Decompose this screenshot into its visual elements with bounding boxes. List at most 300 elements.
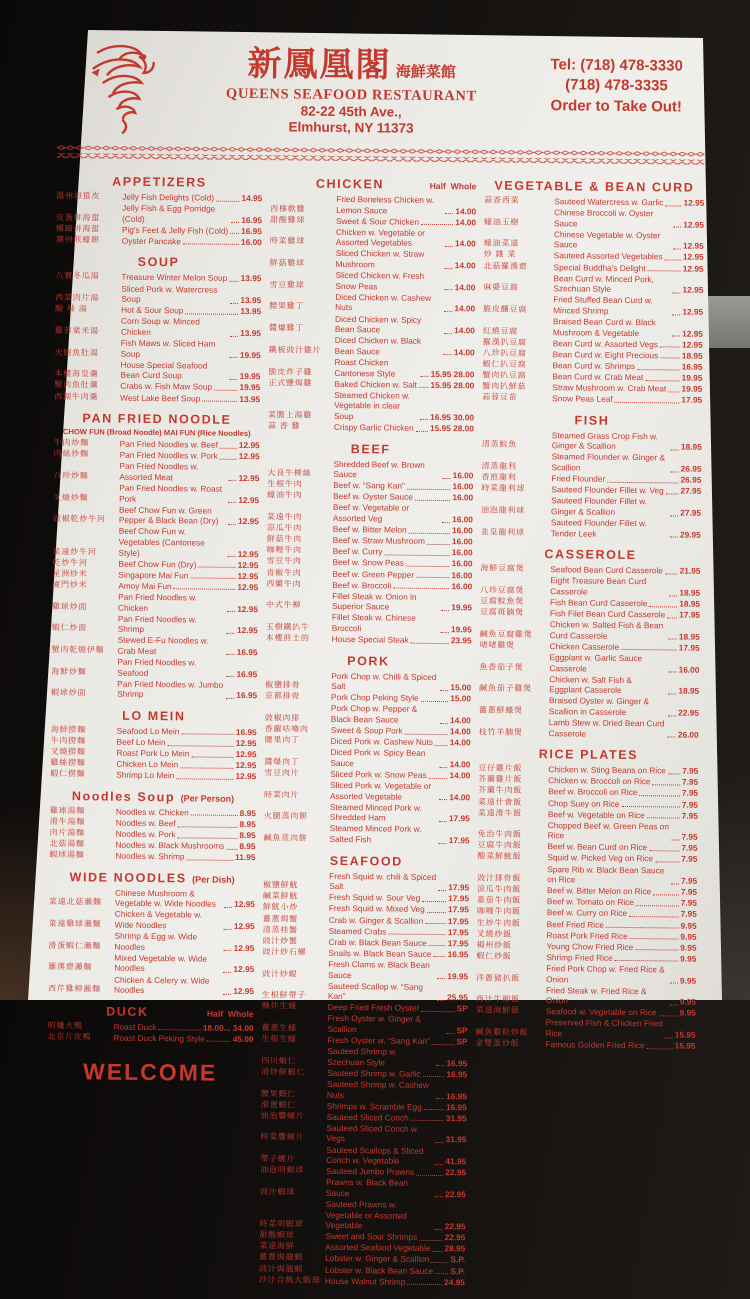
item-price: 13.95: [239, 393, 261, 404]
dotted-leader: [393, 588, 449, 590]
item-name-chinese: 青椒牛肉: [266, 567, 302, 578]
item-name-chinese: 清炒鮮蝦仁: [261, 1067, 306, 1077]
item-name-english: Chicken & Celery w. Wide Noodles: [113, 974, 210, 996]
item-name-english: Deep Fried Fresh Oyster: [327, 1002, 420, 1014]
menu-section: [475, 747, 698, 1052]
item-price: 15.95 28.00: [430, 368, 475, 379]
menu-item: [264, 768, 470, 781]
section-title-row: [49, 870, 255, 886]
item-name-english: Sauteed Scallops & Sliced Conch w. Vegetable: [326, 1144, 424, 1166]
dotted-leader: [424, 1109, 444, 1110]
item-name-chinese: 雞球炒面: [51, 601, 88, 611]
section-subtitle: CHOW FUN (Broad Noodle) MAI FUN (Rice Noodles): [62, 427, 251, 439]
dotted-leader: [437, 978, 445, 979]
item-name-english: Prawns w. Black Bean Sauce: [325, 1177, 409, 1198]
item-name-chinese: 廈門炒米: [52, 579, 88, 590]
dotted-leader: [435, 745, 448, 746]
dotted-leader: [665, 1037, 673, 1038]
item-name-english: Chinese Mushroom & Vegetable w. Wide Noodles: [114, 887, 216, 910]
item-name-english: Pan Fried Noodles w. Roast Pork: [119, 482, 223, 504]
item-name-english: Fresh Squid w. Mixed Veg: [328, 903, 425, 915]
item-name-english: Steamed Chicken w. Vegetable in clear Soup: [333, 389, 410, 421]
item-name-chinese: 牛肉撈麵: [50, 735, 86, 746]
menu-item: [53, 482, 259, 505]
item-name-chinese: 蝦仁炒飯: [476, 951, 512, 961]
section-title: PORK: [347, 653, 390, 669]
item-name-chinese: 蟹肉魚肚羹: [54, 380, 99, 390]
item-name-chinese: 中式牛柳: [265, 600, 302, 610]
item-price: 16.95: [446, 1090, 467, 1101]
dotted-leader: [423, 1076, 445, 1077]
item-name-chinese: 涼瓜牛肉飯: [477, 884, 522, 895]
item-name-english: Chicken w. Salt Fish & Eggplant Casserole: [549, 673, 632, 696]
dotted-leader: [220, 458, 237, 459]
item-name-chinese: 豉椒肉排: [264, 713, 301, 723]
item-name-english: Fresh Squid w. Sour Veg: [328, 892, 421, 904]
item-name-english: Fresh Clams w. Black Bean Sauce: [328, 958, 430, 980]
menu-item: [483, 315, 703, 338]
dotted-leader: [427, 912, 446, 913]
item-name-english: Preserved Fish & Chicken Fried Rice: [545, 1017, 663, 1039]
restaurant-subtitle-chinese: 海鮮菜館: [395, 64, 456, 82]
dotted-leader: [230, 233, 239, 234]
dotted-leader: [435, 1229, 443, 1230]
section-title-row: [270, 176, 476, 192]
menu-item: [260, 1176, 466, 1199]
item-name-chinese: 芥蘭牛肉飯: [478, 785, 523, 796]
dotted-leader: [216, 200, 239, 201]
item-name-english: Seafood w. Vegetable on Rice: [545, 1006, 657, 1018]
menu-item: [259, 1275, 465, 1288]
item-price: 26.95: [680, 463, 702, 474]
item-price: 12.95: [235, 760, 257, 771]
dotted-leader: [439, 799, 447, 800]
item-name-english: House Walnut Shrimp: [324, 1275, 406, 1287]
section-title: CASSEROLE: [544, 547, 637, 563]
menu-section: [50, 708, 257, 782]
item-name-english: Sauteed Scallop w. “Sang Kan”: [327, 980, 424, 1002]
dotted-leader: [649, 850, 679, 851]
dotted-leader: [409, 532, 450, 533]
item-name-chinese: 蠔油玉樹: [484, 217, 520, 227]
item-name-english: Beef w. Straw Mushroom: [332, 535, 425, 547]
item-price: 14.00: [449, 726, 471, 737]
item-name-chinese: 滑蛋蝦仁瀨麵: [48, 940, 102, 951]
dotted-leader: [669, 595, 677, 596]
section-title-row: [481, 547, 701, 563]
menu-item: [265, 735, 471, 748]
item-name-english: Straw Mushroom w. Crab Meat: [552, 382, 667, 394]
menu-item: [49, 908, 255, 931]
dotted-leader: [441, 610, 449, 611]
menu-item: [479, 651, 699, 674]
dotted-leader: [647, 817, 680, 818]
item-price: 16.00: [452, 470, 474, 481]
item-price: 19.95: [239, 349, 261, 360]
item-price: 12.95: [235, 737, 257, 749]
section-title: Noodles Soup (Per Person): [71, 789, 235, 805]
item-name-english: Steamed Grass Crop Fish w. Ginger & Scallion: [551, 429, 658, 452]
item-name-english: Chop Suey on Rice: [547, 797, 620, 809]
item-name-chinese: 鮮魷小炒: [262, 902, 299, 912]
dotted-leader: [416, 577, 450, 578]
item-name-english: Corn Soup w. Minced Chicken: [120, 316, 200, 337]
menu-item: [484, 228, 704, 251]
menu-item: [270, 215, 476, 228]
item-price: 15.95 28.00: [429, 422, 474, 434]
item-price: S.P.: [450, 1265, 466, 1276]
item-name-chinese: 鹹魚豆腐雞煲: [479, 629, 533, 639]
dotted-leader: [673, 292, 681, 293]
item-name-english: Sweet and Sour Shrimps: [325, 1231, 418, 1243]
dotted-leader: [431, 1262, 448, 1263]
menu-item: [265, 670, 471, 693]
item-name-english: House Special Seafood Bean Curd Soup: [120, 359, 208, 381]
item-name-english: Roast Pork Fried Rice: [546, 929, 628, 941]
menu-item: [478, 819, 698, 842]
item-name-english: Diced Chicken w. Spicy Bean Sauce: [334, 313, 422, 335]
dotted-leader: [668, 715, 676, 716]
item-name-english: Sauteed Jumbo Prawns: [326, 1166, 415, 1177]
dotted-leader: [647, 1048, 673, 1049]
item-name-english: Jelly Fish Delights (Cold): [122, 191, 215, 203]
item-name-english: Shrimp Fried Rice: [546, 951, 613, 963]
item-name-english: Beef w. Curry on Rice: [546, 907, 628, 919]
dotted-leader: [230, 335, 238, 336]
menu-section: [51, 411, 260, 701]
item-name-chinese: 酸菜鮮魷飯: [477, 851, 522, 862]
item-price: 22.95: [444, 1221, 466, 1232]
item-price: 16.95: [445, 1101, 467, 1112]
item-name-chinese: 油泡明蝦球: [260, 1165, 305, 1175]
menu-item: [269, 269, 475, 292]
item-name-chinese: 叉燒炒飯: [476, 929, 512, 939]
menu-item: [481, 451, 701, 474]
dotted-leader: [665, 573, 678, 574]
item-name-chinese: 北菇湯麵: [49, 839, 85, 849]
item-name-english: Sauteed Flounder Fillet w. Tender Leek: [550, 517, 647, 539]
item-name-chinese: 鮮菇雞球: [269, 258, 305, 268]
menu-item: [47, 1032, 253, 1045]
item-name-english: Braised Oyster w. Ginger & Scallion in Casserole: [548, 695, 650, 717]
menu-item: [259, 1198, 465, 1232]
item-name-chinese: 海鮮撈麵: [50, 724, 86, 735]
item-name-chinese: 西蘭牛肉: [266, 578, 302, 589]
section-title-row: [54, 411, 260, 427]
item-name-chinese: 菜遠牛肉: [266, 512, 303, 522]
item-name-chinese: 菜遠炒牛河: [52, 546, 97, 556]
item-name-chinese: 甜酸蝦球: [259, 1230, 295, 1240]
item-price: 16.00: [452, 481, 474, 492]
phone-number-1: Tel: (718) 478-3330: [550, 56, 683, 75]
item-name-chinese: 菜膽上湯雞: [267, 410, 313, 420]
item-price: 12.95: [682, 252, 704, 263]
item-name-english: Fish Filet Bean Curd Casserole: [549, 608, 666, 620]
item-name-english: Singapore Mai Fun: [118, 569, 189, 581]
item-name-english: Beef w. Green Pepper: [332, 568, 415, 580]
item-price: 16.95: [446, 1068, 468, 1080]
dotted-leader: [640, 795, 680, 796]
item-name-chinese: 滑蛋蝦仁: [260, 1099, 297, 1110]
item-name-chinese: 四川蝦仁: [261, 1055, 297, 1066]
item-name-english: Fresh Oyster w. “Sang Kan”: [327, 1034, 430, 1047]
menu-item: [269, 313, 475, 336]
item-name-chinese: 西汁牛柳飯: [475, 994, 520, 1005]
item-name-english: Braised Bean Curd w. Black Mushroom & Vegetable: [552, 316, 656, 338]
item-price: 16.95: [236, 646, 258, 657]
item-price: 15.95: [674, 1040, 696, 1051]
dotted-leader: [202, 401, 237, 402]
item-name-chinese: 蒜 香 雞: [267, 421, 301, 431]
item-name-english: Beef w. Broccoli: [332, 579, 392, 591]
dotted-leader: [435, 1164, 443, 1165]
dotted-leader: [229, 281, 238, 282]
item-name-chinese: 香煎龍利: [481, 472, 517, 482]
item-name-english: Chinese Broccoli w. Oyster Sauce: [553, 207, 654, 229]
dotted-leader: [416, 1175, 443, 1176]
menu-item: [262, 1013, 468, 1036]
item-name-chinese: 蠔油菜遠: [483, 238, 520, 249]
menu-item: [475, 1038, 695, 1051]
dotted-leader: [671, 883, 679, 884]
item-name-chinese: 油泡響螺片: [260, 1110, 305, 1121]
item-name-chinese: 蝦仁扒豆腐: [482, 359, 527, 369]
dotted-leader: [435, 1273, 448, 1274]
item-name-chinese: 椒鹽排骨: [265, 680, 301, 690]
dotted-leader: [176, 778, 233, 780]
menu-item: [477, 863, 697, 886]
item-price: S.P.: [450, 1254, 466, 1265]
item-name-english: Bean Curd w. Crab Meat: [552, 371, 644, 383]
dotted-leader: [228, 556, 236, 557]
item-price: 9.95: [679, 1007, 696, 1019]
item-name-english: Roast Chicken Cantonese Style: [334, 356, 396, 379]
item-name-chinese: 叉燒炒麵: [53, 492, 89, 502]
section-title-row: [50, 789, 256, 805]
item-name-english: Chicken w. Broccoli on Rice: [548, 775, 651, 787]
dotted-leader: [658, 1015, 677, 1016]
item-name-chinese: 叉燒撈麵: [50, 746, 86, 757]
item-name-english: Fresh Squid w. chili & Spiced Salt: [329, 870, 437, 892]
menu-section: [49, 789, 256, 863]
item-price: 12.95: [235, 748, 257, 760]
contact-block: [527, 43, 706, 117]
item-name-chinese: 雪豆肉片: [264, 768, 300, 778]
dotted-leader: [224, 950, 232, 951]
item-price: 18.95: [679, 587, 701, 598]
item-name-chinese: 魚香茄子煲: [479, 662, 524, 672]
item-price: 16.95 30.00: [430, 411, 475, 423]
item-name-chinese: 蒜蓉豆苗: [482, 392, 518, 403]
item-name-english: Lobster w. Black Bean Sauce: [325, 1264, 434, 1276]
item-name-english: Amoy Mai Fun: [118, 580, 172, 592]
menu-item: [54, 359, 260, 382]
section-title: PAN FRIED NOODLE: [82, 411, 232, 427]
item-price: 31.95: [445, 1134, 467, 1145]
dotted-leader: [669, 672, 677, 673]
item-name-english: Beef w. “Sang Kan”: [333, 480, 405, 491]
item-name-english: West Lake Beef Soup: [120, 392, 201, 404]
item-price: 19.95: [681, 383, 703, 394]
item-name-chinese: 豆仔雞片飯: [478, 763, 523, 774]
section-title-row: [484, 178, 704, 194]
dotted-leader: [440, 690, 448, 691]
item-price: 16.00: [451, 569, 473, 580]
dotted-leader: [421, 376, 429, 377]
dotted-leader: [429, 945, 446, 946]
item-name-english: Sauteed Prawns w. Vegetable or Assorted Vegetable: [325, 1198, 407, 1231]
dotted-leader: [226, 698, 234, 699]
dotted-leader: [411, 1120, 444, 1121]
dotted-leader: [660, 347, 680, 348]
item-name-english: Bean Curd w. Eight Precious: [552, 349, 659, 361]
item-price: 16.00: [451, 536, 473, 547]
item-name-chinese: 菜遠雞球瀨麵: [48, 919, 102, 929]
dotted-leader: [407, 489, 451, 490]
item-name-chinese: 雞絲撈麵: [50, 758, 86, 768]
item-name-english: Pan Fried Noodles w. Jumbo Shrimp: [117, 678, 224, 700]
menu-section: [481, 412, 702, 540]
menu-item: [479, 716, 699, 739]
item-price: 16.00: [452, 525, 473, 536]
item-name-chinese: 豆腐鯇魚煲: [480, 596, 525, 606]
item-name-chinese: 韭皇龍利球: [480, 527, 525, 537]
item-name-chinese: 西菜肉片湯: [55, 293, 100, 303]
section-title-row: [56, 254, 262, 270]
item-price: 18.95: [679, 598, 701, 609]
section-title-row: [482, 412, 702, 428]
dotted-leader: [666, 493, 679, 494]
dotted-leader: [444, 311, 452, 312]
item-price: 12.95: [237, 603, 259, 614]
section-title-row: [265, 653, 471, 669]
menu-item: [267, 491, 473, 504]
item-name-chinese: 豆腐牛肉飯: [477, 840, 522, 851]
dotted-leader: [621, 806, 679, 808]
item-name-english: Fish Maws w. Sliced Ham Soup: [120, 337, 216, 359]
menu-item: [55, 304, 261, 317]
item-name-english: Roast Duck Peking Style: [113, 1032, 205, 1044]
dotted-leader: [635, 949, 678, 950]
section-title: WIDE NOODLES (Per Dish): [69, 869, 235, 886]
item-name-chinese: 醬爆雞丁: [268, 323, 305, 333]
dotted-leader: [214, 390, 237, 391]
item-price: 7.95: [681, 810, 698, 821]
menu-item: [268, 421, 474, 434]
item-price: 14.00: [454, 325, 475, 336]
item-name-chinese: 鹹魚雞粒炒飯: [475, 1027, 529, 1037]
item-name-english: Eggplant w. Garlic Sauce Casserole: [549, 652, 643, 674]
item-price: 19.95: [681, 372, 703, 383]
item-name-chinese: 豉汁焗龍蝦: [259, 1263, 304, 1274]
section-title: BEEF: [350, 441, 391, 457]
item-name-english: Pan Fried Noodles w. Beef: [119, 438, 218, 450]
item-price: 16.95: [446, 1057, 468, 1069]
item-price: 8.95: [239, 841, 256, 852]
menu-item: [50, 769, 256, 782]
item-name-chinese: 菜遠海鮮飯: [475, 1005, 520, 1016]
menu-item: [56, 191, 262, 204]
dotted-leader: [636, 905, 679, 906]
menu-section: [259, 853, 470, 1288]
section-title-row: [478, 747, 698, 763]
item-price: 22.95: [444, 1232, 466, 1243]
restaurant-identity: [175, 39, 528, 137]
item-price: SP: [456, 1036, 468, 1047]
item-name-english: Beef w. Vegetable or Assorted Veg: [332, 502, 410, 524]
menu-item: [479, 673, 699, 696]
item-name-english: Beef Chow Fun (Dry): [118, 558, 197, 570]
item-name-english: Shredded Beef w. Brown Sauce: [333, 458, 425, 480]
dotted-leader: [230, 357, 238, 358]
dotted-leader: [441, 632, 449, 633]
section-title: APPETIZERS: [112, 174, 207, 190]
menu-item: [270, 193, 476, 216]
item-price: 14.00: [454, 260, 476, 271]
restaurant-name-english: QUEENS SEAFOOD RESTAURANT: [225, 85, 477, 105]
item-price: 17.95: [447, 915, 469, 926]
item-name-english: Sauteed Assorted Vegetables: [553, 250, 663, 262]
menu-item: [260, 1122, 466, 1145]
item-price: 16.00: [451, 547, 473, 558]
item-price: 17.95: [681, 394, 703, 405]
menu-item: [479, 695, 699, 718]
dotted-leader: [167, 745, 233, 747]
item-name-english: Roast Duck: [113, 1021, 157, 1032]
item-price: 17.95: [448, 904, 469, 915]
item-name-english: Chicken w. Salted Fish & Bean Curd Casserole: [549, 619, 664, 641]
dotted-leader: [227, 676, 235, 677]
menu-item: [55, 315, 261, 338]
item-name-chinese: 炒 雜 菜: [483, 249, 517, 260]
item-price: 16.95: [447, 948, 469, 960]
item-name-english: Chopped Beef w. Green Peas on Rice: [547, 819, 670, 841]
item-name-chinese: 雞球湯麵: [49, 805, 86, 816]
item-price: 12.95: [235, 771, 257, 782]
dotted-leader: [411, 642, 449, 643]
item-price: 21.95: [679, 565, 701, 576]
item-price: 23.95: [450, 635, 472, 646]
menu-item: [51, 656, 257, 679]
menu-item: [48, 930, 254, 953]
item-name-english: Baked Chicken w. Salt: [334, 378, 417, 390]
item-name-english: Snails w. Black Bean Sauce: [328, 947, 432, 959]
menu-item: [268, 356, 474, 379]
menu-section: [266, 441, 474, 646]
menu-item: [55, 271, 261, 284]
dotted-leader: [416, 430, 428, 431]
section-title-row: [263, 853, 469, 869]
item-name-chinese: 蒜香西菜: [484, 195, 520, 205]
menu-item: [52, 580, 258, 593]
dotted-leader: [436, 1065, 444, 1066]
item-name-chinese: 肉片湯麵: [49, 827, 85, 838]
dotted-leader: [227, 611, 235, 612]
dotted-leader: [433, 956, 445, 957]
item-name-chinese: 羅漢齋瀨麵: [48, 962, 93, 972]
item-name-english: Fried Stuffed Bean Curd w. Minced Shrimp: [553, 294, 653, 316]
menu-columns: [45, 168, 705, 1299]
menu-item: [476, 1017, 696, 1040]
item-name-chinese: 油泡龍利球: [480, 505, 526, 515]
menu-item: [54, 449, 260, 462]
welcome-text: WELCOME: [82, 1058, 218, 1087]
item-name-chinese: 火腿魚肚湯: [54, 347, 99, 358]
item-price: 7.95: [681, 787, 699, 799]
item-price: 12.95: [682, 284, 704, 296]
item-name-english: Bean Curd w. Assorted Vegs: [552, 337, 659, 350]
dotted-leader: [673, 248, 681, 249]
